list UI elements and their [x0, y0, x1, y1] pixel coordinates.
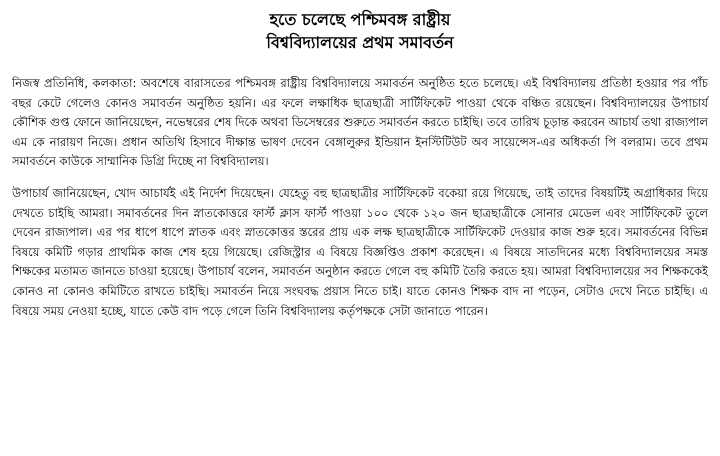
headline-line-1: হতে চলেছে পশ্চিমবঙ্গ রাষ্ট্রীয় — [269, 10, 451, 29]
news-article — [12, 8, 708, 321]
paragraph-2: উপাচার্য জানিয়েছেন, খোদ আচার্যই এই নির্দেশ দিয়েছেন। যেহেতু বহু ছাত্রছাত্রীর সার্টিফিকেট বকেয়া রয়ে গিয়েছে, তাই তাদের বিষয়টিই অগ্রাধিকার দিয়ে দেখতে চাইছি আমরা। সমাবর্তনের দিন স্নাতকোত্তরে ফার্স্ট ক্লাস ফার্স্ট পাওয়া ১০০ থেকে ১২০ জন ছাত্রছাত্রীকে সোনার মেডেল এবং সার্টিফিকেট তুলে দেবেন রাজ্যপাল। এর পর ধাপে ধাপে স্নাতক এবং স্নাতকোত্তর স্তরের প্রায় এক লক্ষ ছাত্রছাত্রীকে সার্টিফিকেট দেওয়ার কাজ শুরু হবে। সমাবর্তনের বিভিন্ন বিষয়ে কমিটি গড়ার প্রাথমিক কাজ শেষ হয়ে গিয়েছে। রেজিস্ট্রার এ বিষয়ে বিজ্ঞপ্তিও প্রকাশ করেছেন। এ বিষয়ে সাতদিনের মধ্যে বিশ্ববিদ্যালয়ের সমস্ত শিক্ষকের মতামত জানতে চাওয়া হয়েছে। উপাচার্য বলেন, সমাবর্তন অনুষ্ঠান করতে গেলে বহু কমিটি তৈরি করতে হয়। আমরা বিশ্ববিদ্যালয়ের সব শিক্ষককেই কোনও না কোনও কমিটিতে রাখতে চাইছি। সমাবর্তন নিয়ে সংঘবদ্ধ প্রয়াস নিতে চাই। যাতে কোনও শিক্ষক বাদ না পড়েন, সেটাও দেখে নিতে চাইছি। এ বিষয়ে সময় নেওয়া হচ্ছে, যাতে কেউ বাদ পড়ে গেলে তিনি বিশ্ববিদ্যালয় কর্তৃপক্ষকে সেটা জানাতে পারেন। — [12, 185, 708, 318]
headline-line-2: বিশ্ববিদ্যালয়ের প্রথম সমাবর্তন — [266, 33, 454, 52]
paragraph-1: নিজস্ব প্রতিনিধি, কলকাতা: অবশেষে বারাসতের পশ্চিমবঙ্গ রাষ্ট্রীয় বিশ্ববিদ্যালয়ে সমাবর্তন অনুষ্ঠিত হতে চলেছে। এই বিশ্ববিদ্যালয় প্রতিষ্ঠা হওয়ার পর পাঁচ বছর কেটে গেলেও কোনও সমাবর্তন অনুষ্ঠিত হয়নি। এর ফলে লক্ষাধিক ছাত্রছাত্রী সার্টিফিকেট পাওয়া থেকে বঞ্চিত রয়েছেন। বিশ্ববিদ্যালয়ের উপাচার্য কৌশিক গুপ্ত ফোনে জানিয়েছেন, নভেম্বরের শেষ দিকে অথবা ডিসেম্বরের শুরুতে সমাবর্তন করতে চাইছি। তবে তারিখ চূড়ান্ত করবেন আচার্য তথা রাজ্যপাল এম কে নারায়ণ নিজে। প্রধান অতিথি হিসাবে দীক্ষান্ত ভাষণ দেবেন বেঙ্গালুরুর ইন্ডিয়ান ইনস্টিটিউট অব সায়েন্সেস-এর অধিকর্তা পি বলরাম। তবে প্রথম সমাবর্তনে কাউকে সাম্মানিক ডিগ্রি দিচ্ছে না বিশ্ববিদ্যালয়। — [12, 76, 708, 169]
headline — [12, 8, 708, 54]
